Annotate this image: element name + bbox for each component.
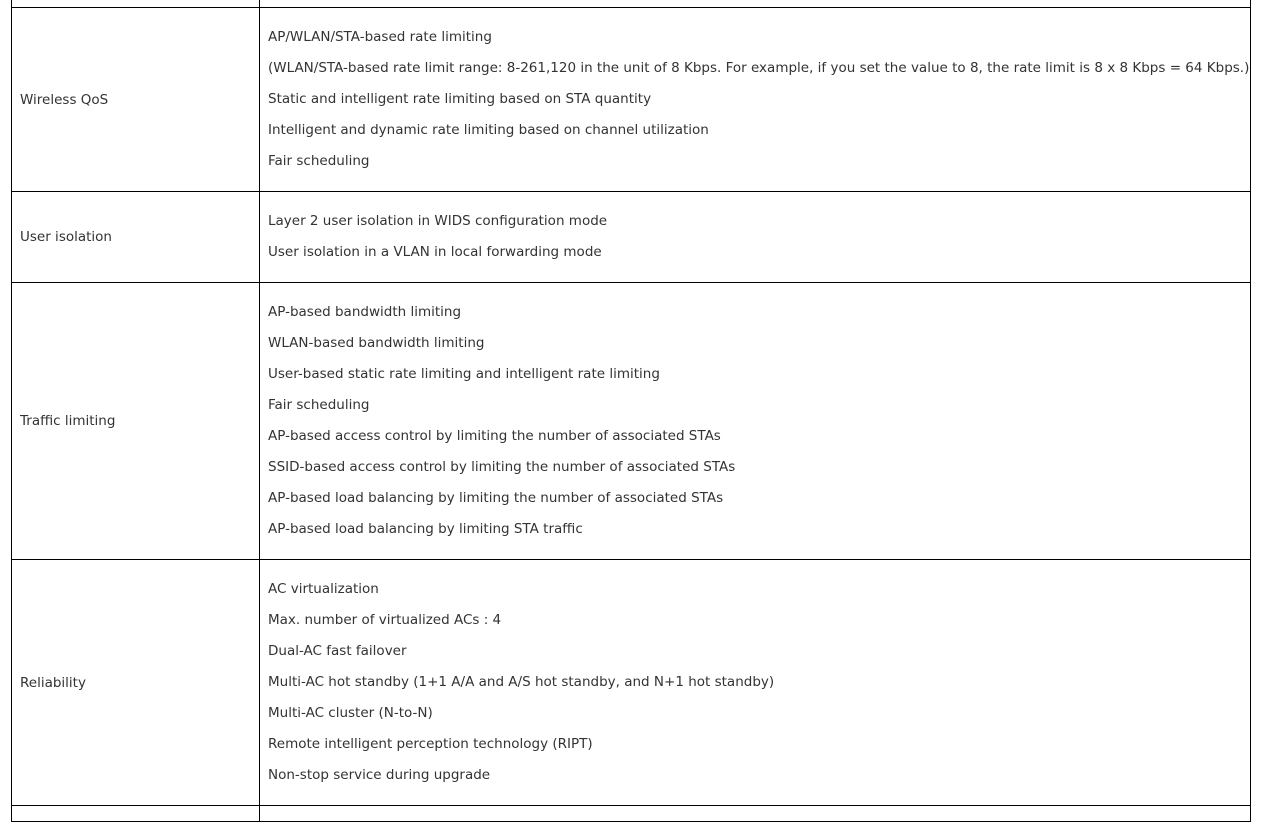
detail-item: SSID-based access control by limiting the number of associated STAs [268,459,736,475]
detail-item: User isolation in a VLAN in local forwarding mode [268,244,602,260]
detail-item: AP/WLAN/STA-based rate limiting [268,29,492,45]
detail-item: AP-based load balancing by limiting the number of associated STAs [268,490,724,506]
detail-item: (WLAN/STA-based rate limit range: 8-261,120 in the unit of 8 Kbps. For example, if you set the value to 8, the rate limit is 8 x 8 Kbps = 64 Kbps.) [268,60,1250,76]
feature-label-cell [12,192,260,283]
feature-detail-list [268,22,1250,177]
feature-label: Traffic limiting [20,413,116,429]
feature-detail-list [268,574,1242,791]
feature-label-cell [12,560,260,806]
detail-item: Fair scheduling [268,153,370,169]
table-cell-empty [12,806,260,822]
detail-item: Fair scheduling [268,397,370,413]
feature-label: Wireless QoS [20,91,109,108]
feature-detail-cell [260,560,1251,806]
detail-item: Remote intelligent perception technology (RIPT) [268,736,593,752]
detail-item: User-based static rate limiting and intelligent rate limiting [268,366,660,382]
feature-label: User isolation [20,229,112,245]
detail-item: AC virtualization [268,581,379,597]
detail-item: WLAN-based bandwidth limiting [268,335,485,351]
table-row-traffic-limiting [12,283,1251,560]
specification-table [11,0,1251,822]
detail-item: AP-based load balancing by limiting STA traffic [268,521,583,537]
feature-detail-cell [260,8,1251,192]
feature-label-cell [12,283,260,560]
feature-label: Reliability [20,674,86,691]
table-cell-empty [260,806,1251,822]
feature-detail-list [268,206,1242,268]
table-row-user-isolation [12,192,1251,283]
feature-detail-cell [260,283,1251,560]
detail-item: Non-stop service during upgrade [268,767,491,783]
feature-label-cell [12,8,260,192]
detail-item: Layer 2 user isolation in WIDS configuration mode [268,213,608,229]
detail-item: AP-based access control by limiting the number of associated STAs [268,428,721,444]
feature-detail-cell [260,192,1251,283]
detail-item: Dual-AC fast failover [268,643,407,659]
table-row-wireless-qos [12,8,1251,192]
detail-item: Intelligent and dynamic rate limiting based on channel utilization [268,122,709,138]
table-row-reliability [12,560,1251,806]
detail-item: Multi-AC hot standby (1+1 A/A and A/S hot standby, and N+1 hot standby) [268,674,775,690]
detail-item: Multi-AC cluster (N-to-N) [268,705,433,721]
detail-item: AP-based bandwidth limiting [268,304,462,320]
feature-detail-list [268,297,1242,545]
detail-item: Max. number of virtualized ACs : 4 [268,612,502,628]
detail-item: Static and intelligent rate limiting based on STA quantity [268,91,652,107]
table-row-partial-bottom [12,806,1251,822]
table-cell-empty [260,0,1251,8]
table-cell-empty [12,0,260,8]
table-row-partial-top [12,0,1251,8]
